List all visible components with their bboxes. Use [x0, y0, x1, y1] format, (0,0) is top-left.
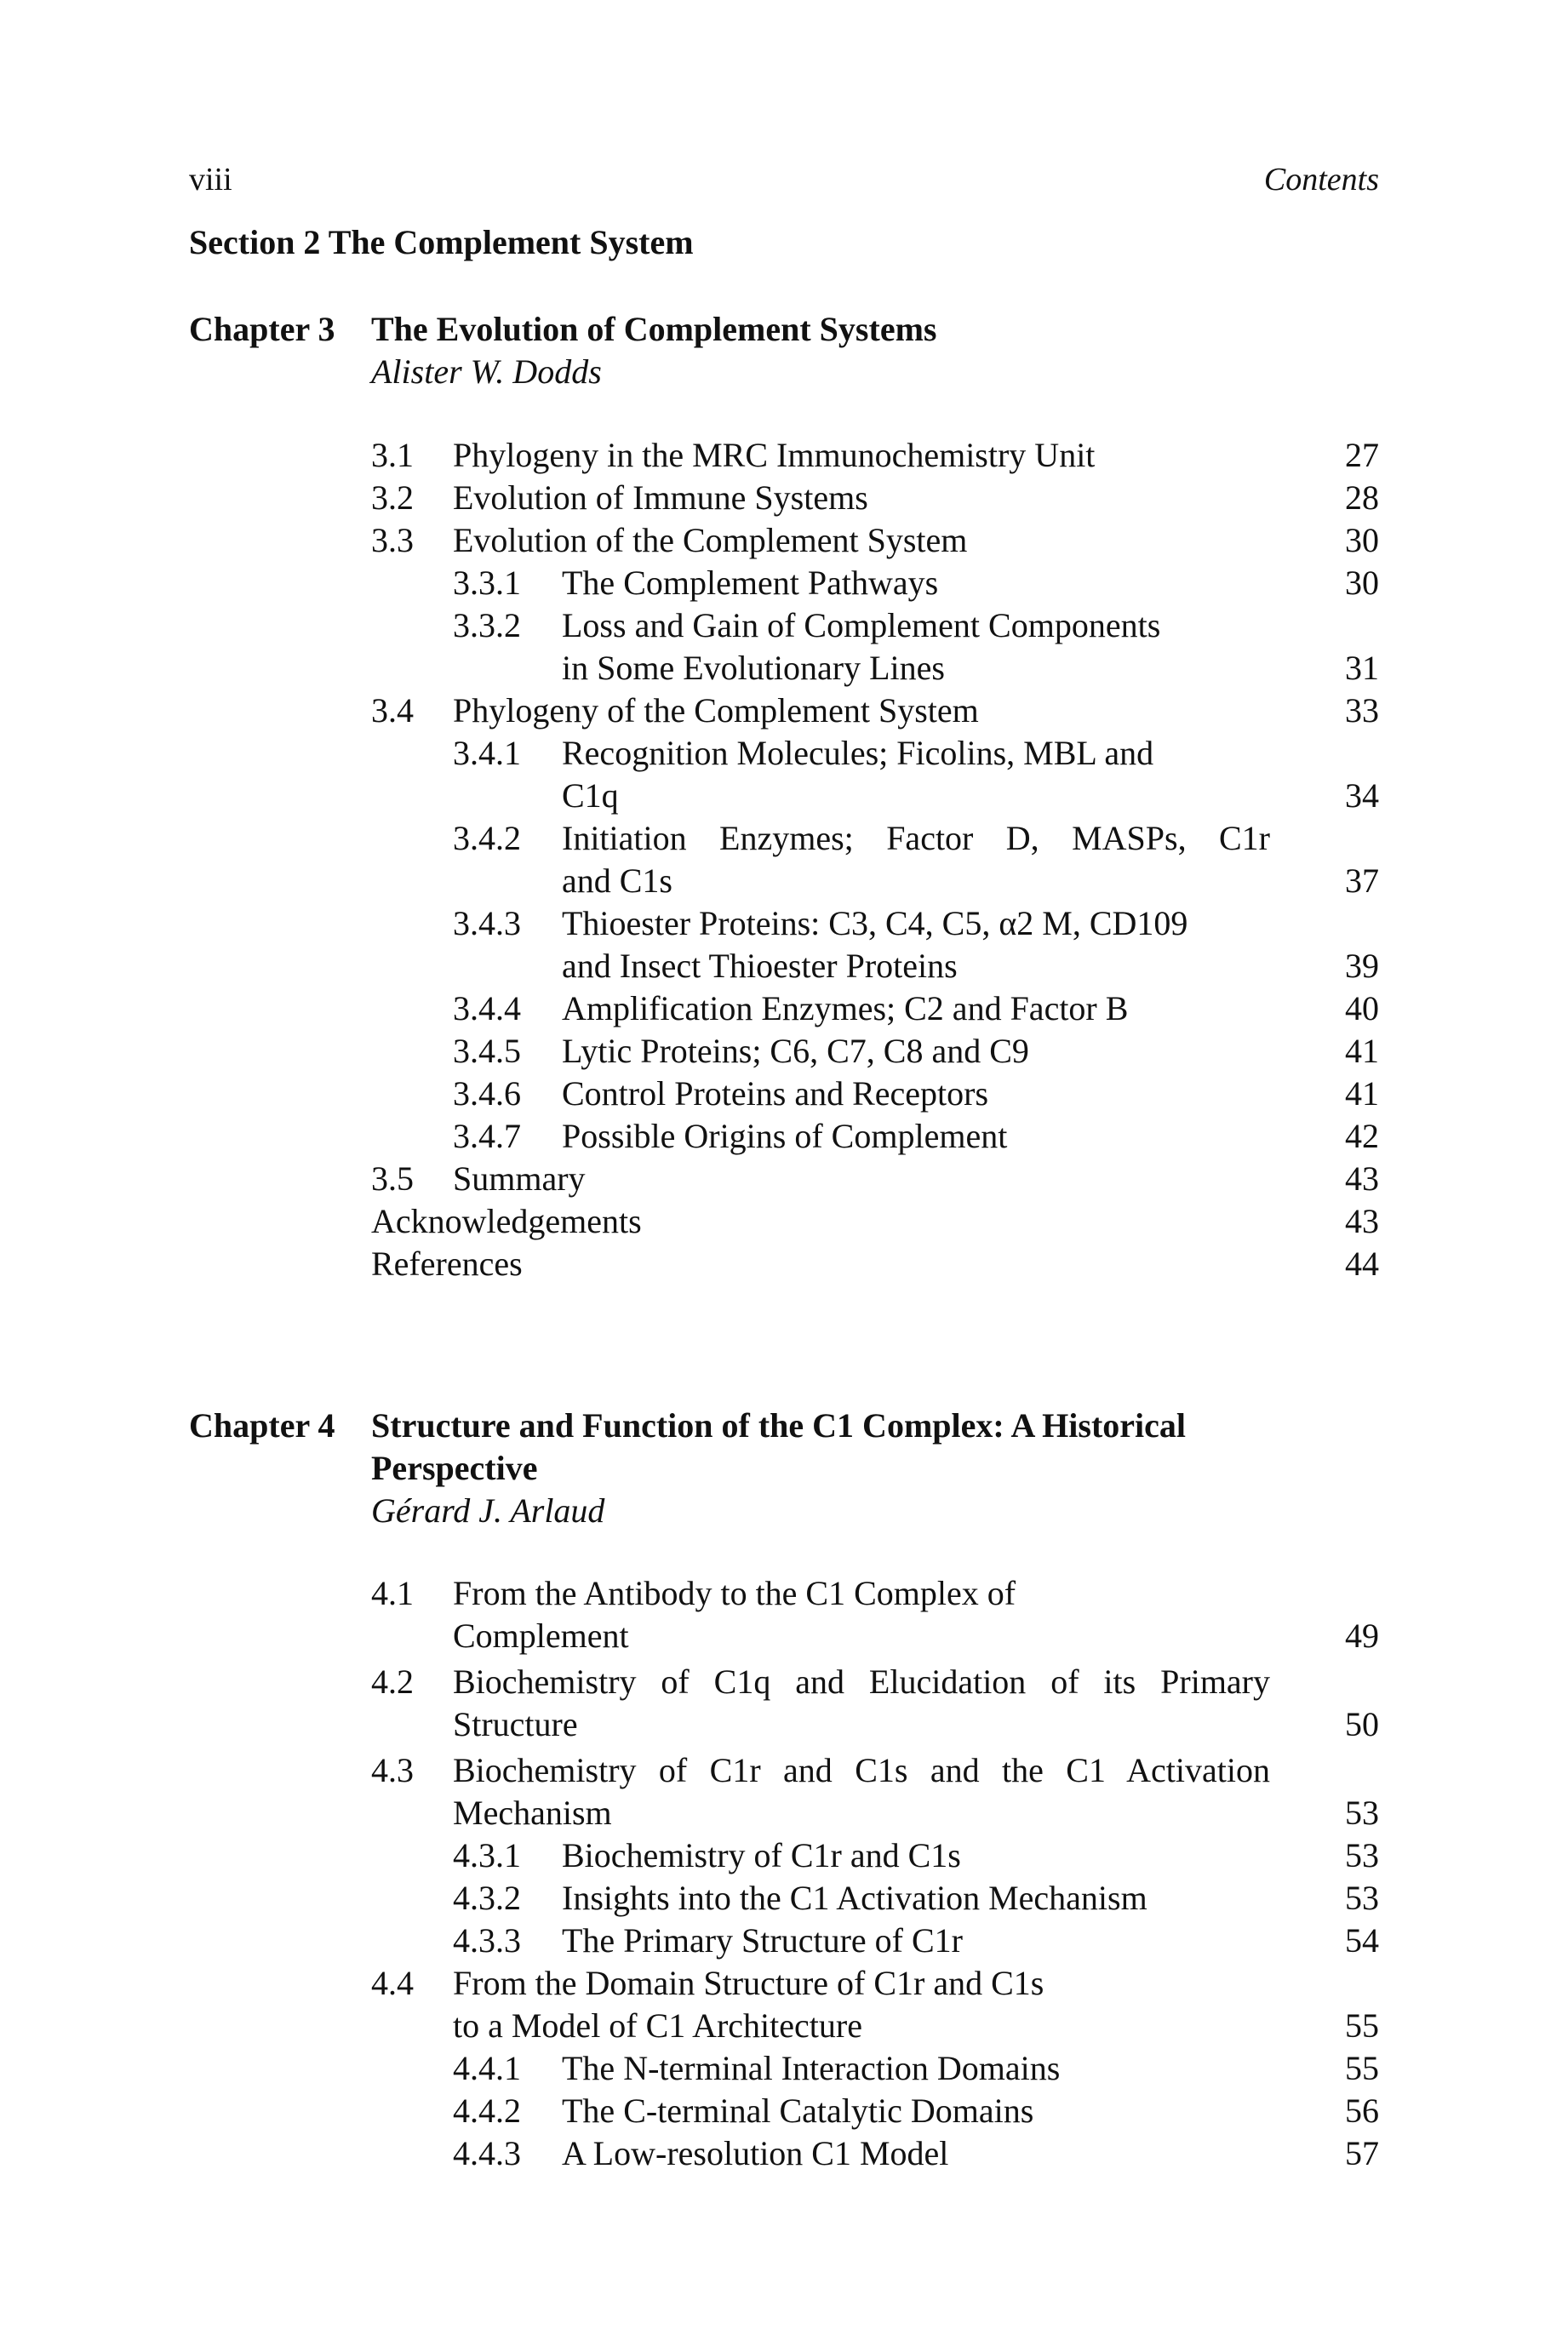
entry-number: 3.3.1 [453, 564, 521, 602]
entry-title: References [371, 1245, 523, 1283]
entry-page: 33 [1345, 691, 1379, 730]
entry-page: 28 [1345, 478, 1379, 517]
entry-page: 44 [1345, 1245, 1379, 1283]
entry-title: The Primary Structure of C1r [562, 1921, 963, 1960]
entry-title: Evolution of Immune Systems [453, 478, 868, 517]
toc-subentry[interactable] [371, 562, 1379, 604]
entry-page: 54 [1345, 1921, 1379, 1960]
entry-title-continued: C1q [562, 776, 619, 815]
toc-subentry[interactable] [371, 1115, 1379, 1158]
toc-list [371, 1572, 1379, 2175]
entry-number: 3.4 [371, 691, 414, 730]
entry-title: Thioester Proteins: C3, C4, C5, α2 M, CD109 [562, 904, 1188, 942]
entry-page: 56 [1345, 2092, 1379, 2130]
toc-subentry[interactable] [371, 902, 1379, 987]
entry-title: Initiation Enzymes; Factor D, MASPs, C1r [562, 819, 1270, 857]
entry-title: Phylogeny of the Complement System [453, 691, 979, 730]
entry-page: 37 [1345, 861, 1379, 900]
entry-number: 4.3 [371, 1751, 414, 1789]
entry-title-continued: Complement [453, 1617, 629, 1655]
section-heading: Section 2 The Complement System [189, 223, 694, 261]
toc-subentry[interactable] [371, 2090, 1379, 2132]
entry-title: From the Domain Structure of C1r and C1s [453, 1964, 1044, 2002]
entry-title: The C-terminal Catalytic Domains [562, 2092, 1034, 2130]
entry-title: Insights into the C1 Activation Mechanism [562, 1879, 1147, 1917]
entry-title: Summary [453, 1159, 586, 1198]
entry-number: 4.3.2 [453, 1879, 521, 1917]
toc-entry[interactable] [371, 1749, 1379, 1834]
toc-subentry[interactable] [371, 817, 1379, 902]
entry-title: Control Proteins and Receptors [562, 1074, 989, 1113]
toc-entry[interactable] [371, 1962, 1379, 2047]
entry-page: 42 [1345, 1117, 1379, 1155]
entry-page: 55 [1345, 2006, 1379, 2045]
chapter-label: Chapter 3 [189, 310, 335, 348]
entry-title: A Low-resolution C1 Model [562, 2134, 949, 2172]
entry-page: 27 [1345, 436, 1379, 474]
toc-entry[interactable] [371, 690, 1379, 732]
entry-page: 30 [1345, 564, 1379, 602]
entry-number: 3.1 [371, 436, 414, 474]
chapter-title-line: Perspective [371, 1449, 538, 1487]
entry-page: 31 [1345, 649, 1379, 687]
entry-number: 4.4.3 [453, 2134, 521, 2172]
entry-title: Recognition Molecules; Ficolins, MBL and [562, 734, 1154, 772]
entry-title: Lytic Proteins; C6, C7, C8 and C9 [562, 1032, 1029, 1070]
entry-page: 55 [1345, 2049, 1379, 2087]
chapter-title [371, 1405, 1308, 1490]
entry-number: 3.4.5 [453, 1032, 521, 1070]
chapter-title-line: Structure and Function of the C1 Complex: A Historical [371, 1406, 1187, 1445]
entry-page: 34 [1345, 776, 1379, 815]
entry-page: 30 [1345, 521, 1379, 559]
toc-entry[interactable] [371, 1243, 1379, 1285]
entry-number: 4.4 [371, 1964, 414, 2002]
entry-number: 3.4.7 [453, 1117, 521, 1155]
entry-title: From the Antibody to the C1 Complex of [453, 1574, 1016, 1612]
entry-page: 41 [1345, 1032, 1379, 1070]
entry-title: Biochemistry of C1q and Elucidation of its Primary [453, 1662, 1270, 1701]
toc-entry[interactable] [371, 1572, 1379, 1657]
toc-entry[interactable] [371, 1200, 1379, 1243]
toc-subentry[interactable] [371, 1834, 1379, 1877]
entry-title: The Complement Pathways [562, 564, 939, 602]
entry-number: 3.4.1 [453, 734, 521, 772]
entry-title-continued: Structure [453, 1705, 578, 1743]
entry-number: 3.4.2 [453, 819, 521, 857]
toc-entry[interactable] [371, 434, 1379, 477]
toc-subentry[interactable] [371, 1030, 1379, 1073]
running-title: Contents [1263, 162, 1379, 197]
entry-title: Amplification Enzymes; C2 and Factor B [562, 989, 1129, 1027]
entry-title: Phylogeny in the MRC Immunochemistry Unit [453, 436, 1096, 474]
page-number: viii [189, 162, 232, 197]
entry-number: 3.3.2 [453, 606, 521, 644]
entry-title: Acknowledgements [371, 1202, 642, 1240]
chapter-author: Gérard J. Arlaud [371, 1491, 605, 1530]
entry-page: 53 [1345, 1836, 1379, 1874]
toc-subentry[interactable] [371, 1920, 1379, 1962]
entry-page: 43 [1345, 1202, 1379, 1240]
entry-page: 53 [1345, 1879, 1379, 1917]
entry-page: 41 [1345, 1074, 1379, 1113]
toc-subentry[interactable] [371, 2132, 1379, 2175]
toc-entry[interactable] [371, 519, 1379, 562]
chapter-title [371, 308, 1308, 351]
entry-number: 3.5 [371, 1159, 414, 1198]
toc-subentry[interactable] [371, 987, 1379, 1030]
entry-number: 3.2 [371, 478, 414, 517]
toc-subentry[interactable] [371, 732, 1379, 817]
entry-page: 40 [1345, 989, 1379, 1027]
entry-title: Evolution of the Complement System [453, 521, 968, 559]
entry-page: 50 [1345, 1705, 1379, 1743]
toc-entry[interactable] [371, 1661, 1379, 1746]
entry-number: 3.4.3 [453, 904, 521, 942]
entry-page: 43 [1345, 1159, 1379, 1198]
toc-list [371, 434, 1379, 1285]
entry-title-continued: to a Model of C1 Architecture [453, 2006, 862, 2045]
entry-title-continued: and C1s [562, 861, 672, 900]
entry-page: 49 [1345, 1617, 1379, 1655]
entry-title: The N-terminal Interaction Domains [562, 2049, 1061, 2087]
entry-number: 3.3 [371, 521, 414, 559]
entry-title-continued: and Insect Thioester Proteins [562, 947, 958, 985]
toc-subentry[interactable] [371, 2047, 1379, 2090]
toc-subentry[interactable] [371, 1073, 1379, 1115]
entry-number: 4.4.2 [453, 2092, 521, 2130]
toc-subentry[interactable] [371, 1877, 1379, 1920]
entry-page: 57 [1345, 2134, 1379, 2172]
entry-number: 4.1 [371, 1574, 414, 1612]
entry-title: Loss and Gain of Complement Components [562, 606, 1161, 644]
entry-number: 4.4.1 [453, 2049, 521, 2087]
chapter-label: Chapter 4 [189, 1406, 335, 1445]
entry-number: 4.3.3 [453, 1921, 521, 1960]
toc-entry[interactable] [371, 1158, 1379, 1200]
entry-number: 3.4.6 [453, 1074, 521, 1113]
entry-number: 4.3.1 [453, 1836, 521, 1874]
chapter-title-line: The Evolution of Complement Systems [371, 310, 937, 348]
entry-title: Possible Origins of Complement [562, 1117, 1008, 1155]
entry-page: 53 [1345, 1794, 1379, 1832]
chapter-author: Alister W. Dodds [371, 352, 602, 391]
entry-number: 4.2 [371, 1662, 414, 1701]
toc-entry[interactable] [371, 477, 1379, 519]
entry-number: 3.4.4 [453, 989, 521, 1027]
entry-page: 39 [1345, 947, 1379, 985]
entry-title-continued: Mechanism [453, 1794, 612, 1832]
toc-subentry[interactable] [371, 604, 1379, 690]
entry-title: Biochemistry of C1r and C1s [562, 1836, 961, 1874]
entry-title: Biochemistry of C1r and C1s and the C1 Activation [453, 1751, 1270, 1789]
entry-title-continued: in Some Evolutionary Lines [562, 649, 945, 687]
